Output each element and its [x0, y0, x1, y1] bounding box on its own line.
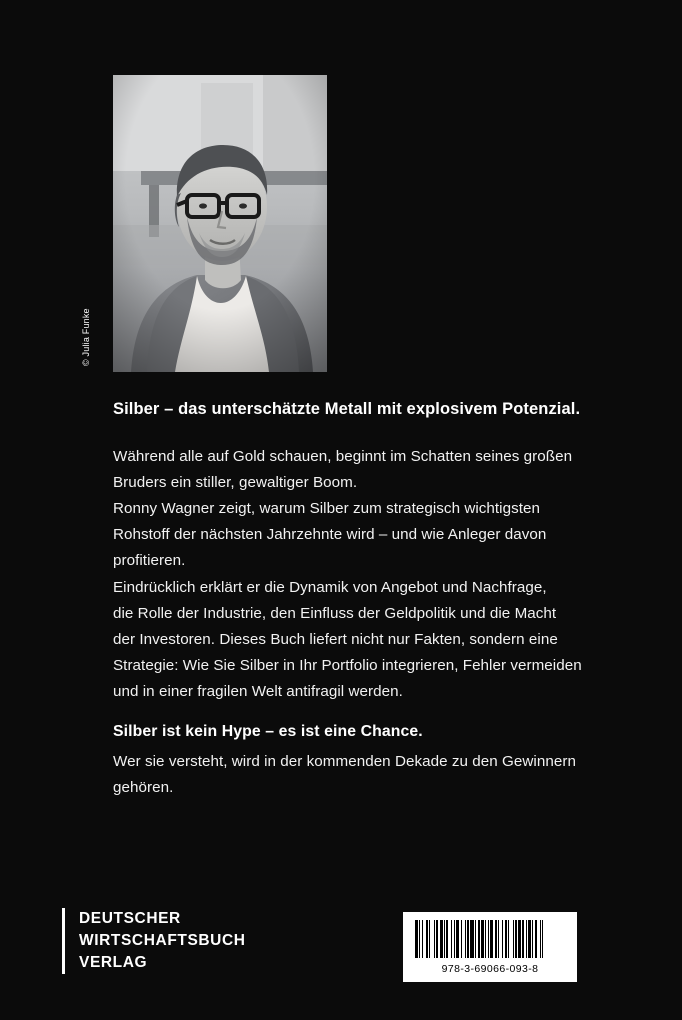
author-photo-block: [81, 75, 327, 372]
author-portrait: [113, 75, 327, 372]
isbn-number: 978-3-69066-093-8: [441, 962, 539, 975]
blurb-sub-lead: Silber ist kein Hype – es ist eine Chance.: [113, 723, 423, 741]
blurb-p1-l1: Während alle auf Gold schauen, beginnt im Schatten seines großen: [113, 447, 573, 465]
back-cover-blurb: [113, 398, 583, 801]
blurb-lead: Silber – das unterschätzte Metall mit explosivem Potenzial.: [113, 400, 581, 418]
blurb-p2-l3: profitieren.: [113, 552, 186, 570]
blurb-spacer: [113, 705, 583, 719]
blurb-p2-l1: Ronny Wagner zeigt, warum Silber zum strategisch wichtigsten: [113, 500, 541, 518]
blurb-p4-l1: Wer sie versteht, wird in der kommenden Dekade zu den Gewinnern: [113, 752, 576, 770]
blurb-p3-l3: der Investoren. Dieses Buch liefert nicht nur Fakten, sondern eine: [113, 630, 558, 648]
blurb-p3-l4: Strategie: Wie Sie Silber in Ihr Portfolio integrieren, Fehler vermeiden: [113, 657, 582, 675]
barcode-bars: [415, 920, 565, 958]
publisher-lines: [79, 908, 246, 974]
blurb-p1-l2: Bruders ein stiller, gewaltiger Boom.: [113, 474, 358, 492]
publisher-rule: [62, 908, 65, 974]
photo-credit: © Julia Funke: [81, 308, 91, 366]
publisher-line-3: VERLAG: [79, 954, 148, 971]
publisher-line-1: DEUTSCHER: [79, 910, 181, 927]
blurb-p3-l5: und in einer fragilen Welt antifragil werden.: [113, 683, 403, 701]
blurb-p3-l2: die Rolle der Industrie, den Einfluss der Geldpolitik und die Macht: [113, 604, 557, 622]
blurb-p2-l2: Rohstoff der nächsten Jahrzehnte wird – und wie Anleger davon: [113, 526, 547, 544]
blurb-p4-l2: gehören.: [113, 778, 174, 796]
publisher-line-2: WIRTSCHAFTSBUCH: [79, 932, 246, 949]
publisher-logo: [62, 908, 246, 974]
blurb-p3-l1: Eindrücklich erklärt er die Dynamik von Angebot und Nachfrage,: [113, 578, 547, 596]
barcode-block: [403, 912, 577, 982]
